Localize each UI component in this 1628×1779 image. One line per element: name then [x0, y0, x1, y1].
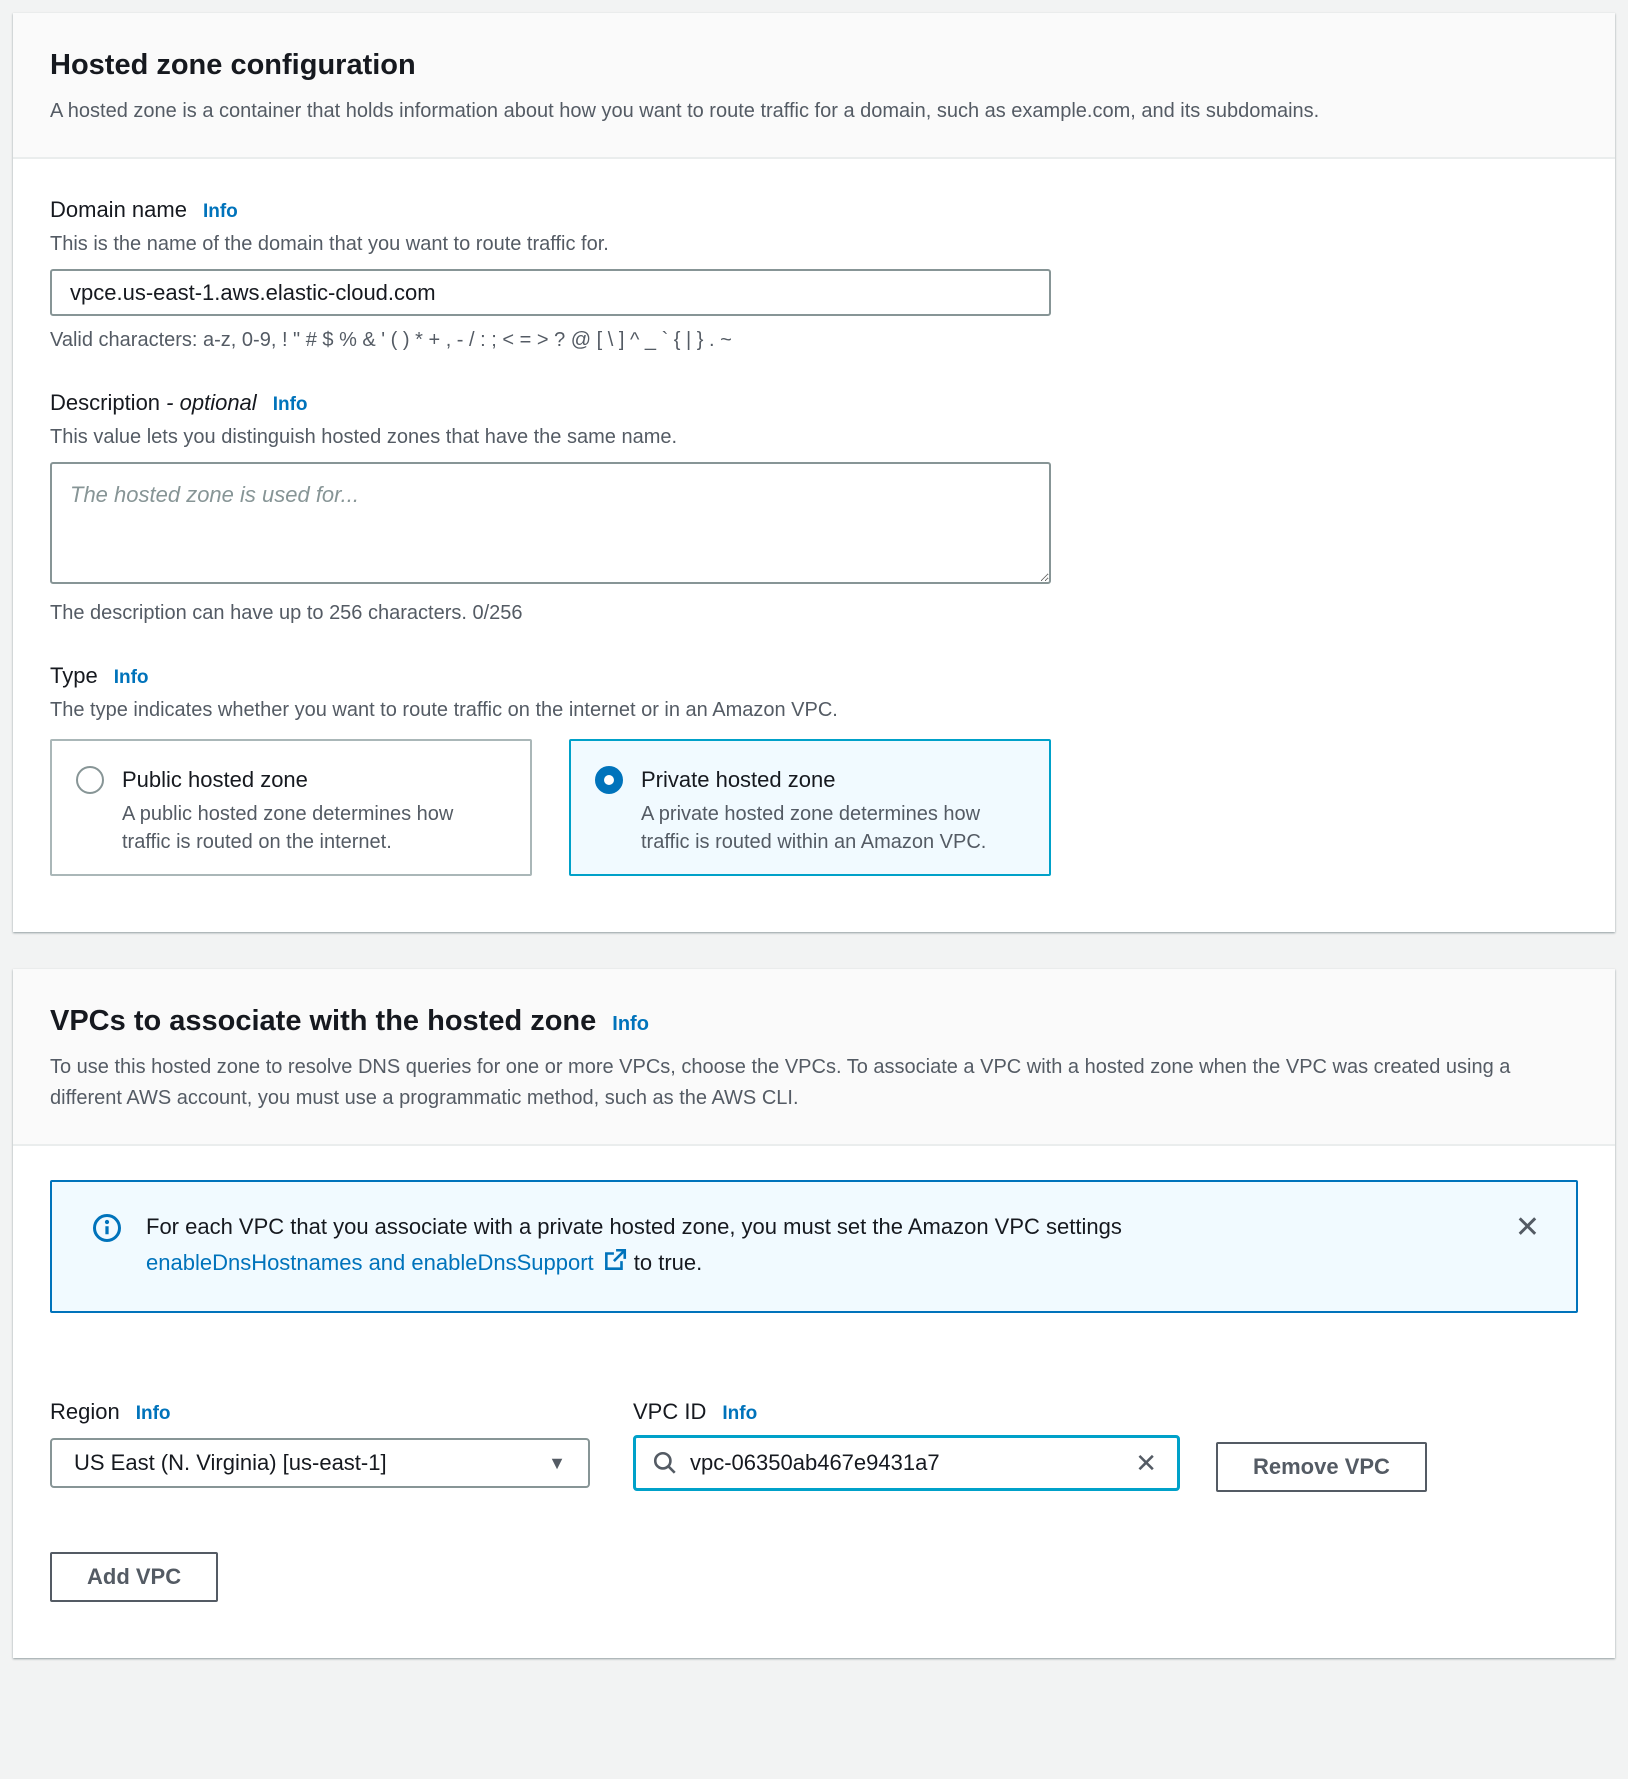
hosted-zone-configuration-panel	[13, 13, 1615, 932]
private-radio-button[interactable]	[595, 766, 623, 794]
panel-title: Hosted zone configuration	[50, 49, 416, 81]
region-info-link[interactable]: Info	[135, 1403, 171, 1424]
vpc-settings-info-alert	[50, 1180, 1578, 1313]
chevron-down-icon: ▼	[548, 1452, 566, 1473]
region-label: Region	[50, 1399, 120, 1424]
region-select[interactable]	[50, 1438, 590, 1488]
description-optional-label: - optional	[166, 390, 257, 415]
panel-header	[13, 969, 1615, 1146]
panel-description: To use this hosted zone to resolve DNS queries for one or more VPCs, choose the VPCs. To associate a VPC with a hosted zone when the VPC was created using a different AWS account, you must use a programmatic method, such as the AWS CLI.	[50, 1056, 1511, 1109]
description-textarea[interactable]	[50, 462, 1051, 584]
description-counter: The description can have up to 256 characters. 0/256	[50, 602, 523, 624]
type-info-link[interactable]: Info	[113, 667, 149, 688]
vpc-id-info-link[interactable]: Info	[722, 1403, 758, 1424]
search-icon	[652, 1450, 678, 1476]
type-radio-cards	[50, 739, 1575, 876]
domain-name-helper: This is the name of the domain that you want to route traffic for.	[50, 233, 609, 255]
public-radio-button[interactable]	[76, 766, 104, 794]
panel-body	[13, 1146, 1615, 1658]
add-vpc-button[interactable]: Add VPC	[50, 1552, 218, 1602]
public-hosted-zone-option[interactable]	[50, 739, 532, 876]
clear-vpc-id-icon[interactable]: ✕	[1131, 1450, 1161, 1476]
vpcs-info-link[interactable]: Info	[612, 1013, 649, 1035]
panel-body	[13, 159, 1615, 932]
vpc-id-column	[633, 1399, 1180, 1491]
external-link-icon	[602, 1253, 628, 1278]
private-hosted-zone-option[interactable]	[569, 739, 1051, 876]
public-option-title: Public hosted zone	[122, 767, 308, 792]
domain-name-label: Domain name	[50, 197, 187, 222]
enable-dns-settings-link[interactable]: enableDnsHostnames and enableDnsSupport	[146, 1250, 594, 1275]
remove-vpc-button[interactable]: Remove VPC	[1216, 1442, 1427, 1492]
domain-name-info-link[interactable]: Info	[202, 201, 238, 222]
remove-vpc-column	[1216, 1399, 1427, 1492]
vpc-id-search-box	[633, 1435, 1180, 1491]
vpc-id-input[interactable]	[690, 1450, 1131, 1476]
domain-name-input[interactable]	[50, 269, 1051, 316]
vpcs-associate-panel	[13, 969, 1615, 1658]
description-helper: This value lets you distinguish hosted zones that have the same name.	[50, 426, 678, 448]
type-label: Type	[50, 663, 98, 688]
region-column	[50, 1399, 590, 1488]
alert-text-line1: For each VPC that you associate with a private hosted zone, you must set the Amazon VPC settings	[146, 1214, 1122, 1239]
domain-name-field-group	[50, 197, 1575, 352]
description-field-group	[50, 390, 1575, 625]
public-option-description: A public hosted zone determines how traffic is routed on the internet.	[122, 803, 454, 853]
description-info-link[interactable]: Info	[272, 394, 308, 415]
alert-text-line2-end: to true.	[633, 1250, 703, 1275]
region-selected-value: US East (N. Virginia) [us-east-1]	[74, 1450, 387, 1475]
type-field-group	[50, 663, 1575, 876]
description-label: Description - optional	[50, 390, 257, 415]
vpc-id-label: VPC ID	[633, 1399, 707, 1424]
vpc-association-row	[50, 1399, 1575, 1492]
info-circle-icon	[92, 1213, 122, 1248]
alert-close-icon[interactable]: ✕	[1514, 1211, 1540, 1244]
private-option-description: A private hosted zone determines how traffic is routed within an Amazon VPC.	[641, 803, 987, 853]
panel-description: A hosted zone is a container that holds information about how you want to route traffic for a domain, such as example.com, and its subdomains.	[50, 100, 1320, 122]
domain-valid-characters: Valid characters: a-z, 0-9, ! " # $ % & ' ( ) * + , - / : ; < = > ? @ [ \ ] ^ _ ` { | } . ~	[50, 329, 732, 351]
type-helper: The type indicates whether you want to route traffic on the internet or in an Amazon VPC.	[50, 699, 838, 721]
alert-text	[146, 1209, 1495, 1284]
private-option-title: Private hosted zone	[641, 767, 836, 792]
panel-header	[13, 13, 1615, 159]
panel-title: VPCs to associate with the hosted zone	[50, 1005, 597, 1037]
